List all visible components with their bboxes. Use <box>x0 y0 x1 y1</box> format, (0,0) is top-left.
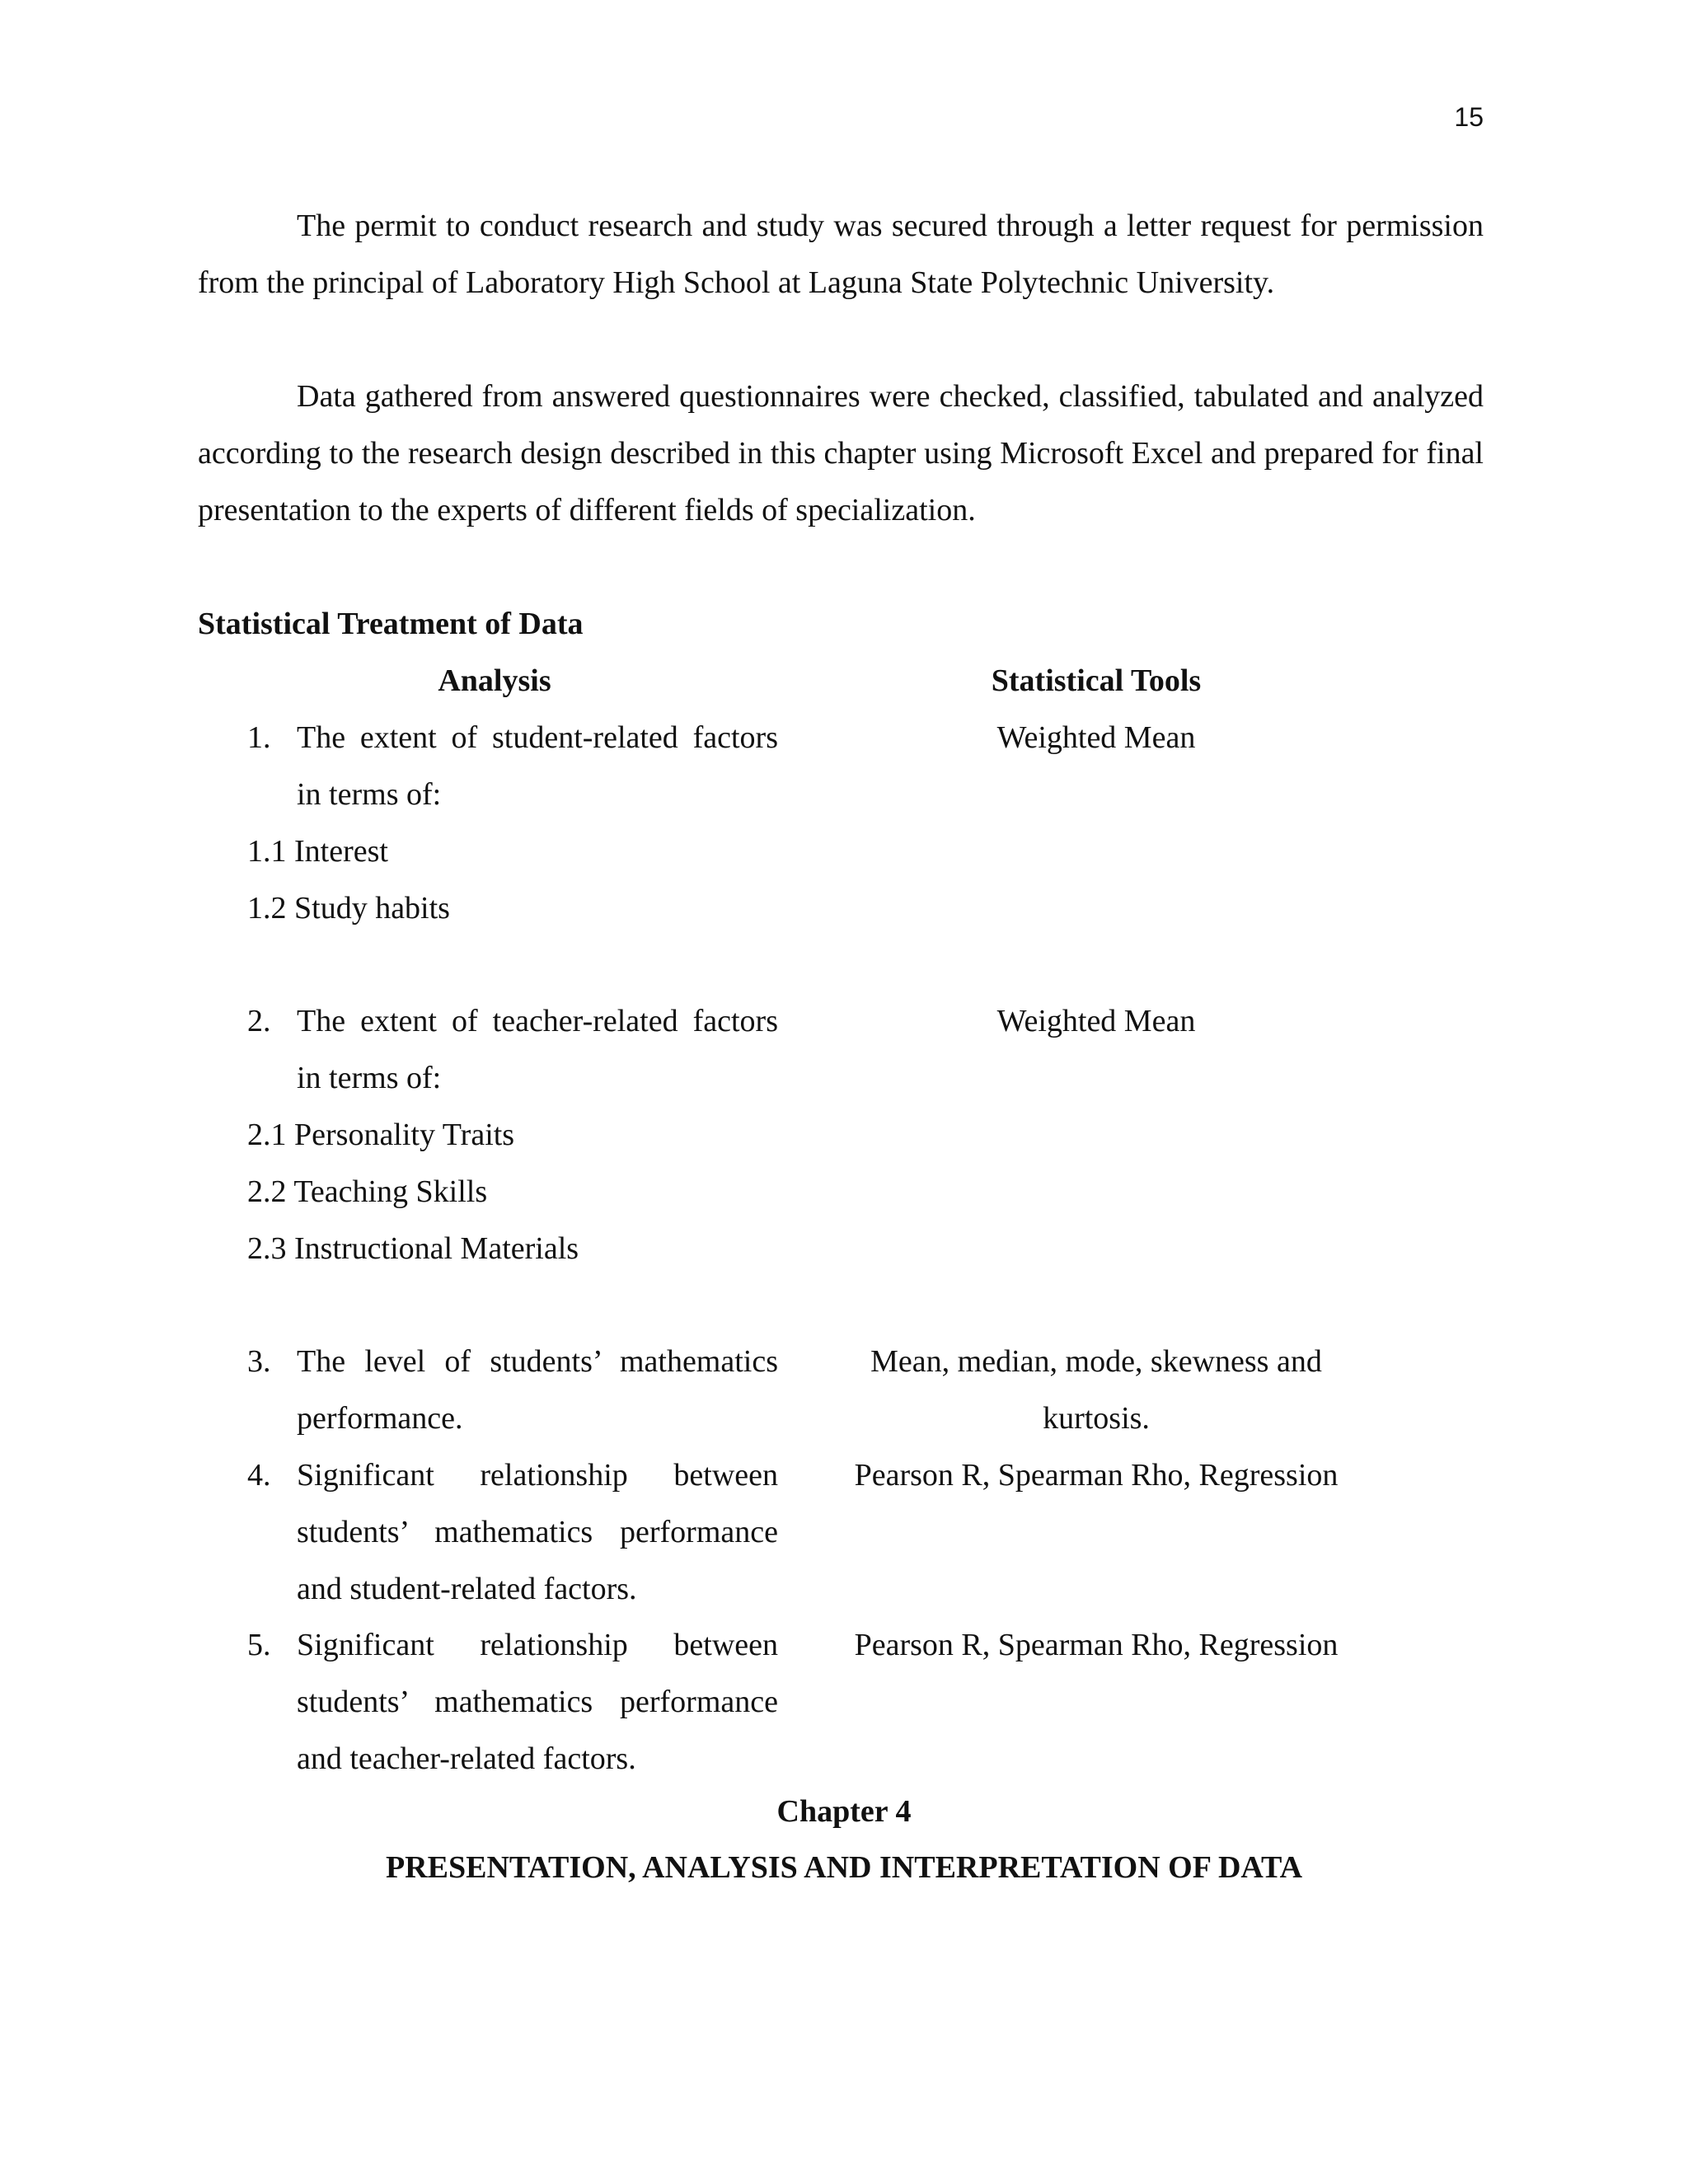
chapter-number: Chapter 4 <box>776 1794 912 1829</box>
statistical-tool: Weighted Mean <box>996 1004 1196 1038</box>
paragraph-text: Data gathered from answered questionnaires were checked, classified, tabulated and analyzed according to the research design described in this chapter using Microsoft Excel and prepared for final presentation to the experts of different fields of specialization. <box>198 379 1484 527</box>
paragraph-permit <box>198 198 1484 312</box>
item-number: 1. <box>247 720 271 755</box>
statistical-tool: Weighted Mean <box>996 720 1196 755</box>
analysis-description: Significant relationship between students’ mathematics performance and student-related factors. <box>297 1458 778 1606</box>
paragraph-data-gathered <box>198 368 1484 539</box>
column-header-statistical-tools: Statistical Tools <box>991 663 1202 698</box>
section-heading: Statistical Treatment of Data <box>198 607 584 641</box>
sub-item: 1.2 Study habits <box>247 891 450 926</box>
chapter-title: PRESENTATION, ANALYSIS AND INTERPRETATION OF DATA <box>385 1850 1303 1885</box>
item-number: 4. <box>247 1458 271 1493</box>
sub-item: 2.1 Personality Traits <box>247 1118 515 1152</box>
analysis-description: The level of students’ mathematics performance. <box>297 1344 778 1436</box>
statistical-tool: Mean, median, mode, skewness and kurtosis. <box>870 1344 1322 1436</box>
statistical-tool: Pearson R, Spearman Rho, Regression <box>854 1458 1339 1493</box>
sub-item: 2.2 Teaching Skills <box>247 1174 488 1209</box>
sub-item: 2.3 Instructional Materials <box>247 1231 579 1266</box>
page-number: 15 <box>1454 102 1484 132</box>
sub-item: 1.1 Interest <box>247 834 388 869</box>
paragraph-text: The permit to conduct research and study was secured through a letter request for permission from the principal of Laboratory High School at Laguna State Polytechnic University. <box>198 209 1484 300</box>
item-number: 3. <box>247 1344 271 1379</box>
column-header-analysis: Analysis <box>438 663 551 698</box>
analysis-description: The extent of student-related factors in terms of: <box>297 720 778 812</box>
item-number: 5. <box>247 1628 271 1662</box>
analysis-description: The extent of teacher-related factors in terms of: <box>297 1004 778 1095</box>
item-number: 2. <box>247 1004 271 1038</box>
statistical-tool: Pearson R, Spearman Rho, Regression <box>854 1628 1339 1662</box>
analysis-description: Significant relationship between students’ mathematics performance and teacher-related factors. <box>297 1628 778 1776</box>
